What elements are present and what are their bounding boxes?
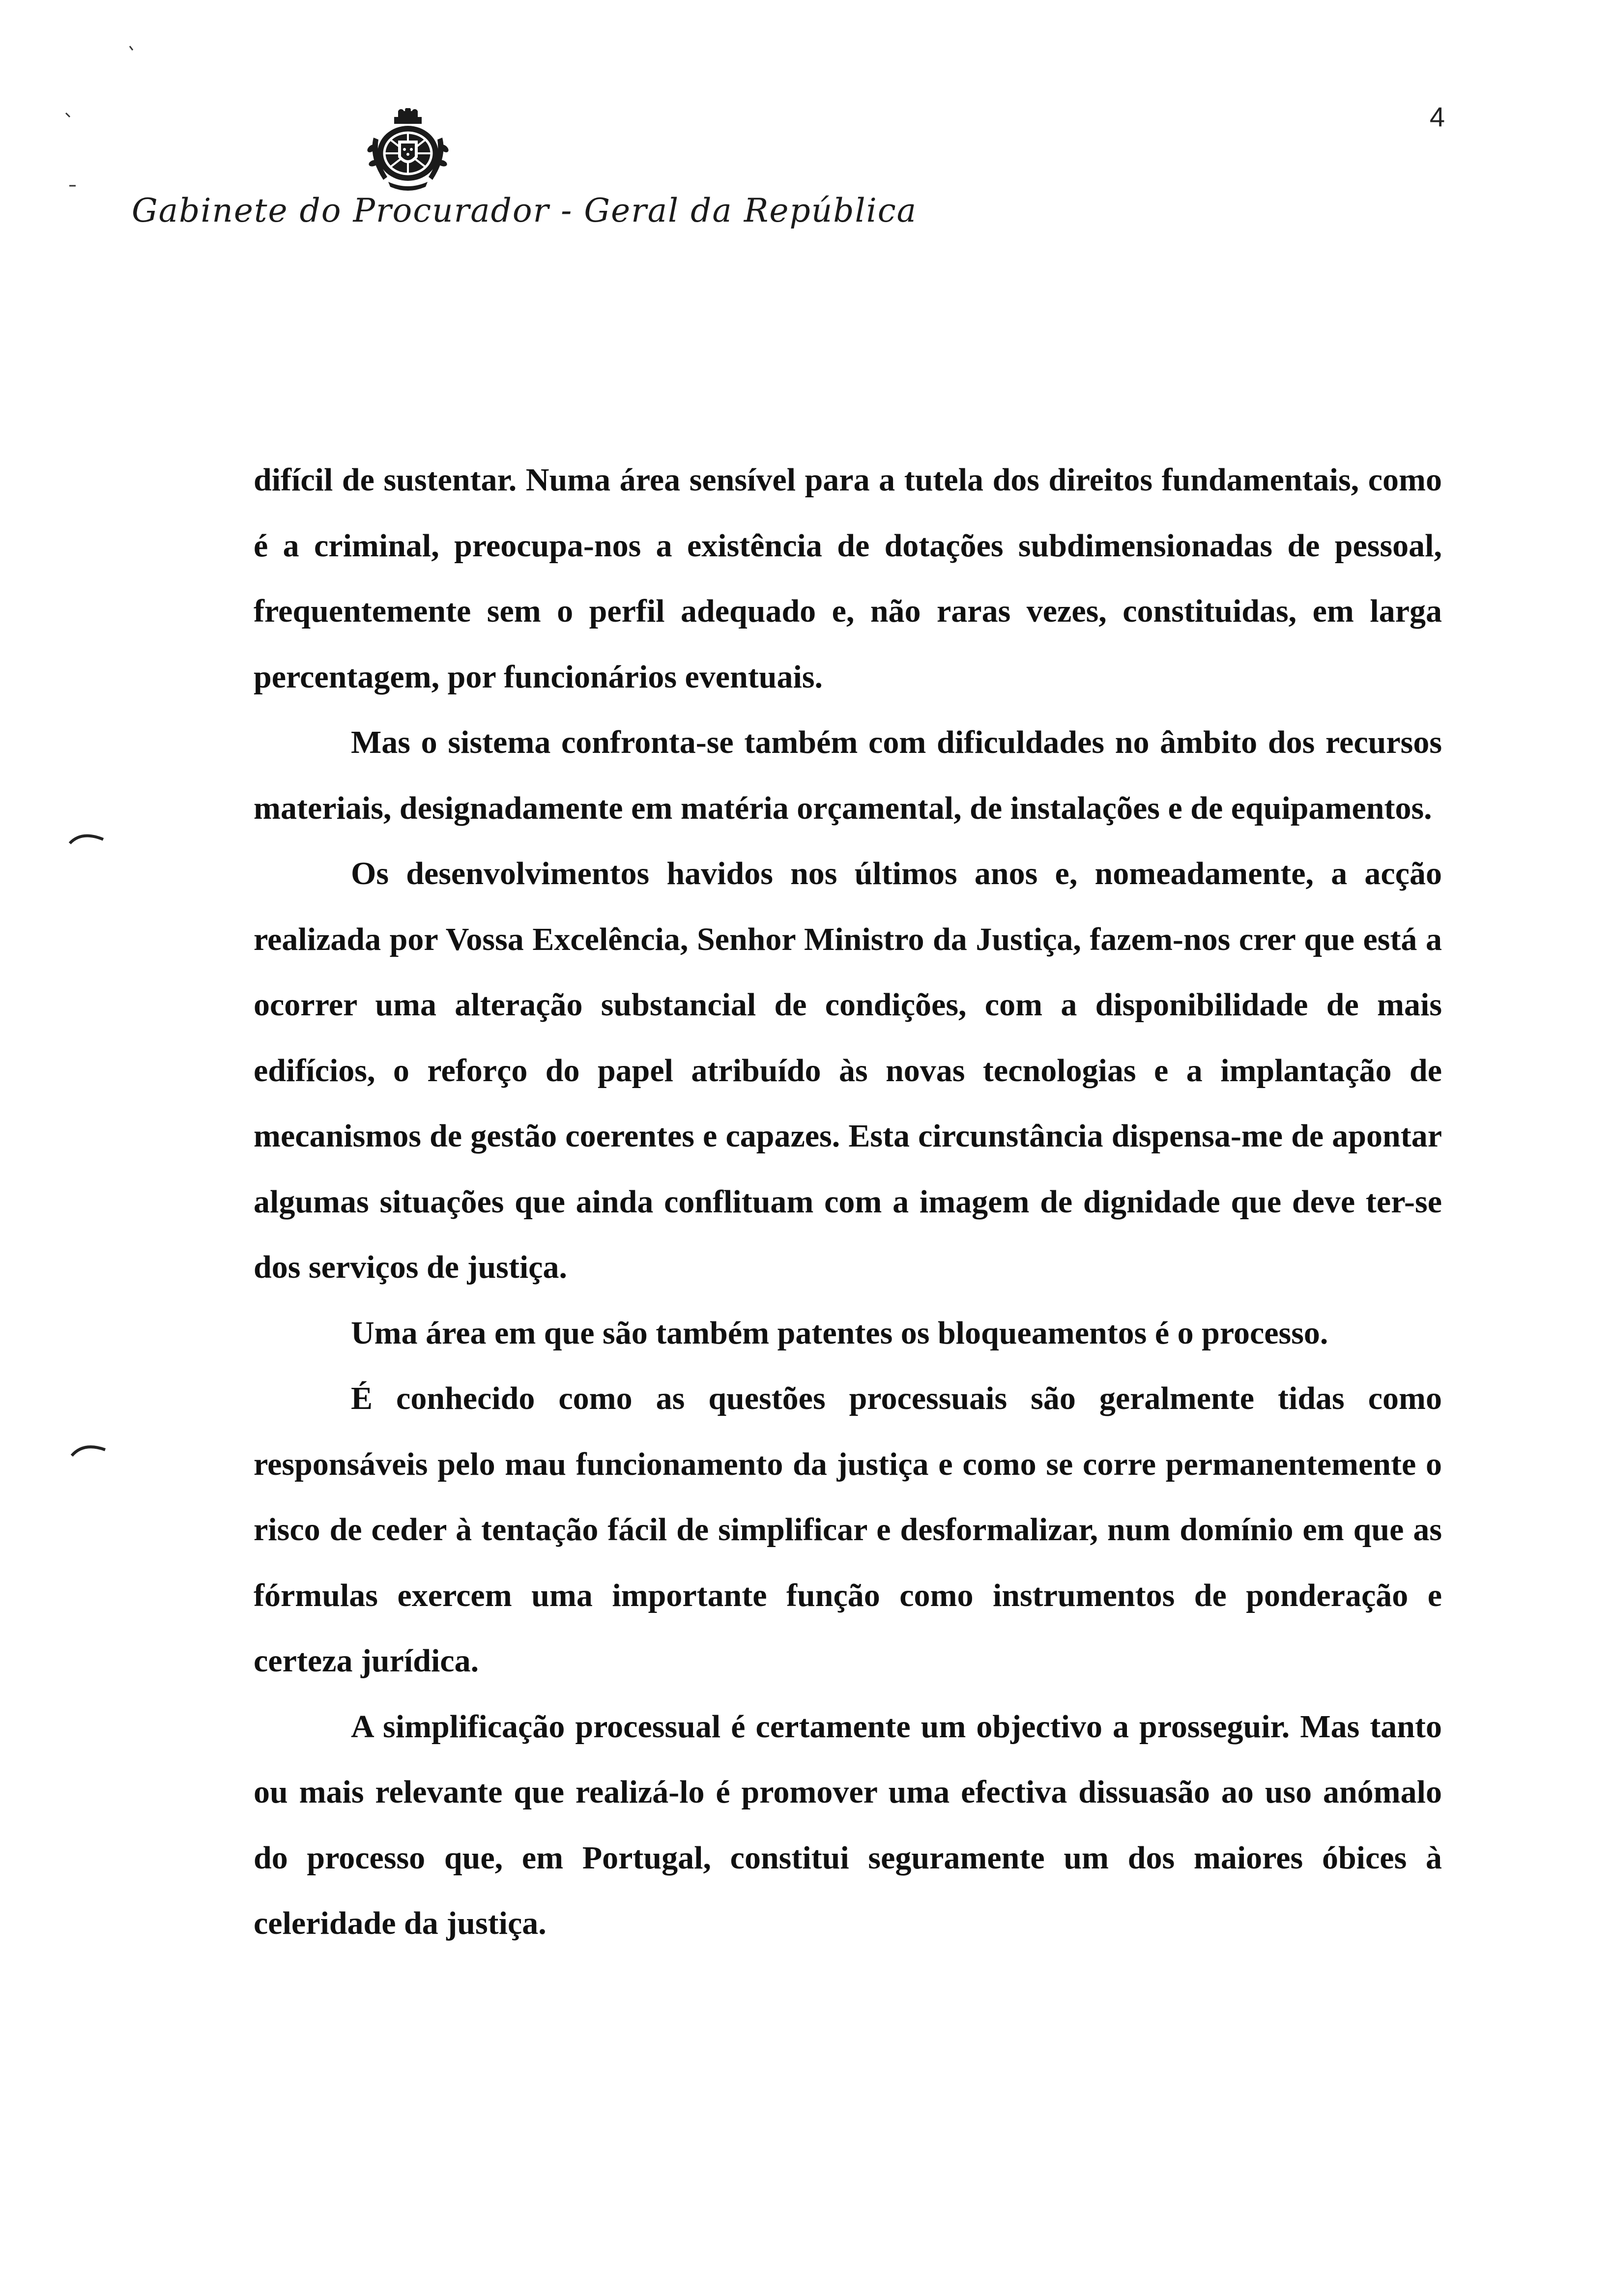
paragraph: Uma área em que são também patentes os bloqueamentos é o processo. — [351, 1315, 1328, 1351]
paragraph: Mas o sistema confronta-se também com dificuldades no âmbito dos recursos materiais, designadamente em matéria orçamental, de instalações e de equipamentos. — [254, 724, 1442, 826]
scan-artifact — [69, 183, 77, 189]
margin-mark — [69, 1439, 108, 1468]
margin-mark — [67, 829, 106, 858]
coat-of-arms-icon — [359, 108, 457, 192]
paragraph: A simplificação processual é certamente um objectivo a prosseguir. Mas tanto ou mais relevante que realizá-lo é promover uma efectiva dissuasão ao uso anómalo do processo que, em Portugal, constitui seguramente um dos maiores óbices à celeridade da justiça. — [254, 1708, 1442, 1941]
paragraph: É conhecido como as questões processuais são geralmente tidas como responsáveis pelo mau funcionamento da justiça e como se corre permanentemente o risco de ceder à tentação fácil de simplificar e desformalizar, num domínio em que as fórmulas exercem uma importante função como instrumentos de ponderação e certeza jurídica. — [254, 1380, 1442, 1679]
document-body — [254, 447, 1442, 1956]
scan-artifact — [65, 112, 73, 118]
paragraph: difícil de sustentar. Numa área sensível para a tutela dos direitos fundamentais, como é a criminal, preocupa-nos a existência de dotações subdimensionadas de pessoal, frequentemente sem o perfil adequado e, não raras vezes, constituidas, em larga percentagem, por funcionários eventuais. — [254, 462, 1442, 695]
paragraph: Os desenvolvimentos havidos nos últimos anos e, nomeadamente, a acção realizada por Vossa Excelência, Senhor Ministro da Justiça, fazem-nos crer que está a ocorrer uma alteração substancial de condições, com a disponibilidade de mais edifícios, o reforço do papel atribuído às novas tecnologias e a implantação de mecanismos de gestão coerentes e capazes. Esta circunstância dispensa-me de apontar algumas situações que ainda conflituam com a imagem de dignidade que deve ter-se dos serviços de justiça. — [254, 856, 1442, 1285]
letterhead-title: Gabinete do Procurador - Geral da República — [132, 192, 918, 230]
page-number: 4 — [1429, 101, 1445, 132]
scan-artifact — [129, 45, 137, 51]
